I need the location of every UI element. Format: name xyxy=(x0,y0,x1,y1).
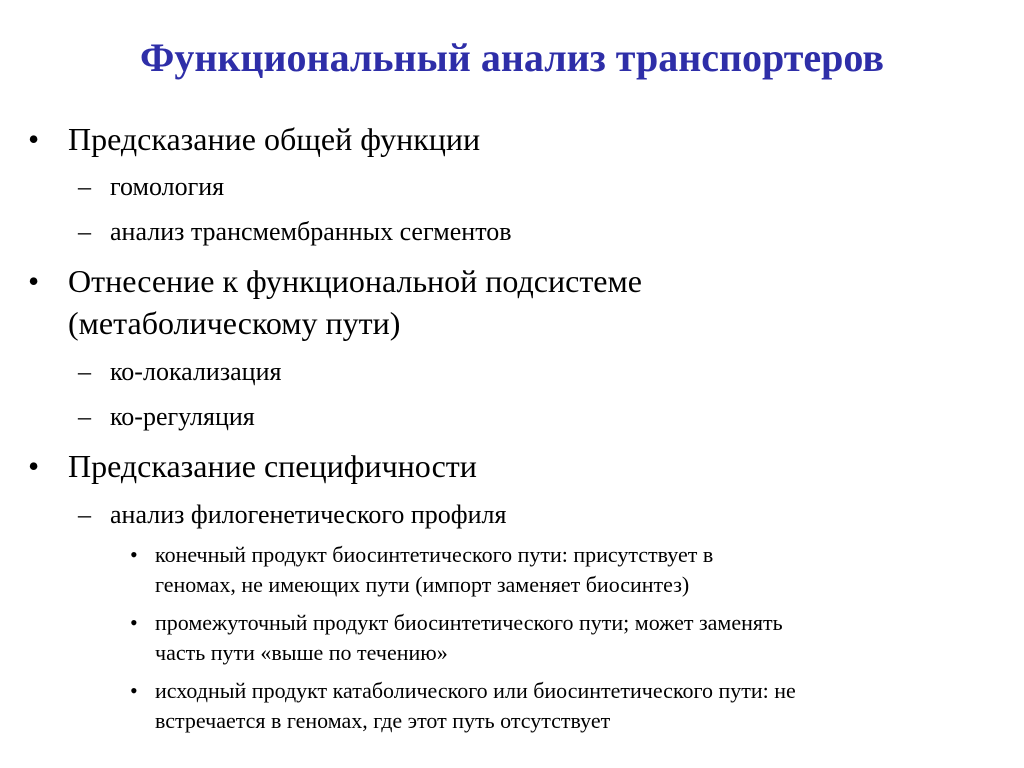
bullet-text: Предсказание специфичности xyxy=(68,448,477,484)
dash-marker: – xyxy=(78,500,91,529)
dash-marker: – xyxy=(78,172,91,201)
detail-text: встречается в геномах, где этот путь отсутствует xyxy=(155,708,611,733)
dash-marker: – xyxy=(78,402,91,431)
detail-bullet-marker: • xyxy=(130,610,138,635)
sub-bullet-text: гомология xyxy=(110,172,225,201)
sub-bullet-text: ко-регуляция xyxy=(110,402,255,431)
slide-title: Функциональный анализ транспортеров xyxy=(139,35,885,80)
detail-text: часть пути «выше по течению» xyxy=(155,640,448,665)
sub-bullet-text: ко-локализация xyxy=(110,357,282,386)
bullet-text: Отнесение к функциональной подсистеме xyxy=(68,263,642,299)
bullet-marker: • xyxy=(28,448,40,484)
detail-text: геномах, не имеющих пути (импорт заменяет биосинтез) xyxy=(155,572,690,597)
sub-bullet-text: анализ трансмембранных сегментов xyxy=(110,217,512,246)
bullet-marker: • xyxy=(28,263,40,299)
detail-bullet-marker: • xyxy=(130,542,138,567)
bullet-text: Предсказание общей функции xyxy=(68,121,481,157)
bullet-marker: • xyxy=(28,121,40,157)
detail-text: конечный продукт биосинтетического пути: присутствует в xyxy=(155,542,714,567)
bullet-text: (метаболическому пути) xyxy=(68,305,401,341)
dash-marker: – xyxy=(78,217,91,246)
dash-marker: – xyxy=(78,357,91,386)
detail-text: промежуточный продукт биосинтетического пути; может заменять xyxy=(155,610,783,635)
detail-text: исходный продукт катаболического или биосинтетического пути: не xyxy=(155,678,796,703)
sub-bullet-text: анализ филогенетического профиля xyxy=(110,500,507,529)
detail-bullet-marker: • xyxy=(130,678,138,703)
